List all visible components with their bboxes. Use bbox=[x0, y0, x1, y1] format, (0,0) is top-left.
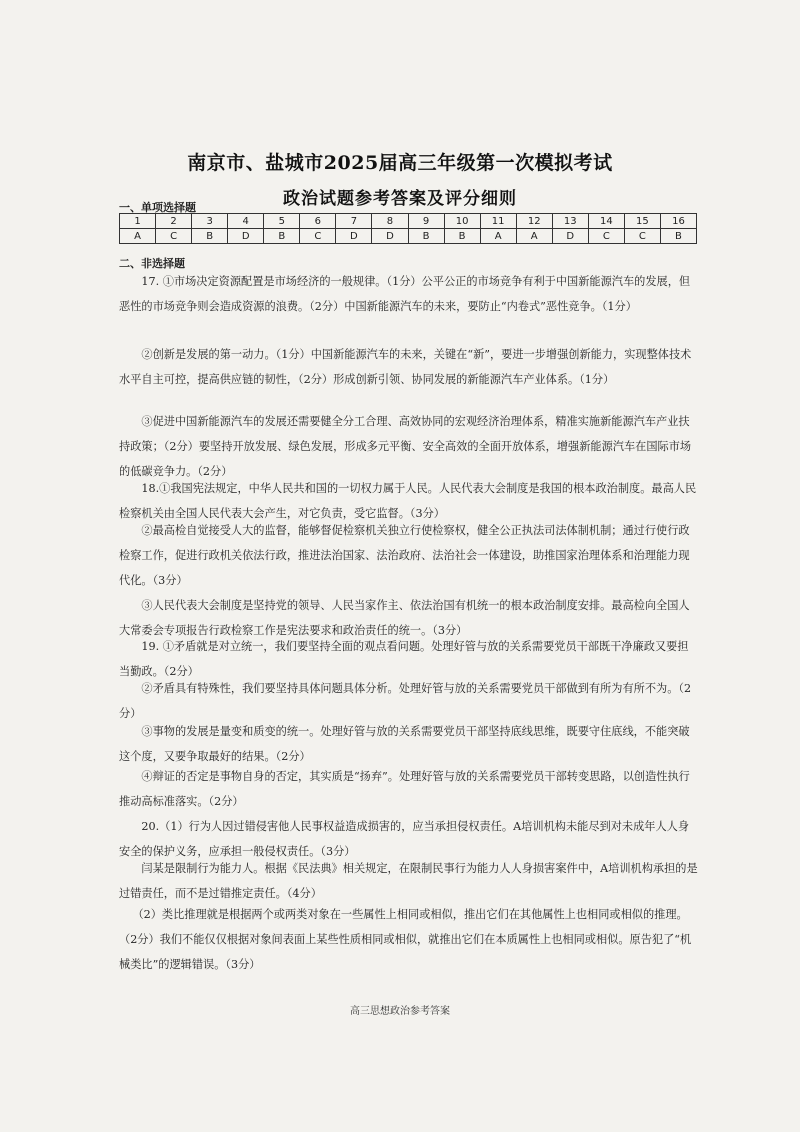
answer-letter: D bbox=[336, 229, 372, 244]
question-number: 2 bbox=[156, 214, 192, 229]
answer-letter: A bbox=[516, 229, 552, 244]
answer-letter: B bbox=[408, 229, 444, 244]
answer-letter: B bbox=[444, 229, 480, 244]
question-number: 15 bbox=[624, 214, 660, 229]
answer-letter: B bbox=[660, 229, 696, 244]
answer-paragraph-19-1: 19. ①矛盾就是对立统一，我们要坚持全面的观点看问题。处理好管与放的关系需要党员干部既干净廉政又要担当勤政。（2分） bbox=[119, 640, 689, 678]
question-number: 4 bbox=[228, 214, 264, 229]
question-number: 7 bbox=[336, 214, 372, 229]
answer-paragraph-19-4: ④辩证的否定是事物自身的否定，其实质是“扬弃”。处理好管与放的关系需要党员干部转变思路，以创造性执行推动高标准落实。（2分） bbox=[119, 770, 690, 808]
answer-letter: C bbox=[588, 229, 624, 244]
answer-table bbox=[119, 213, 697, 244]
question-number: 5 bbox=[264, 214, 300, 229]
answer-letter: D bbox=[372, 229, 408, 244]
question-number: 16 bbox=[660, 214, 696, 229]
question-number: 6 bbox=[300, 214, 336, 229]
question-number: 1 bbox=[120, 214, 156, 229]
section1-heading: 一、单项选择题 bbox=[119, 201, 196, 214]
answer-paragraph-17-2: ②创新是发展的第一动力。（1分）中国新能源汽车的未来，关键在“新”，要进一步增强创新能力，实现整体技术水平自主可控，提高供应链的韧性，（2分）形成创新引领、协同发展的新能源汽车产业体系。（1分） bbox=[119, 348, 692, 386]
answer-row bbox=[120, 229, 697, 244]
answer-paragraph-18-1: 18.①我国宪法规定，中华人民共和国的一切权力属于人民。人民代表大会制度是我国的根本政治制度。最高人民检察机关由全国人民代表大会产生，对它负责，受它监督。（3分） bbox=[119, 482, 697, 520]
answer-paragraph-19-2: ②矛盾具有特殊性，我们要坚持具体问题具体分析。处理好管与放的关系需要党员干部做到有所为有所不为。（2分） bbox=[119, 682, 692, 720]
question-number: 12 bbox=[516, 214, 552, 229]
answer-paragraph-17-3: ③促进中国新能源汽车的发展还需要健全分工合理、高效协同的宏观经济治理体系，精准实施新能源汽车产业扶持政策；（2分）要坚持开放发展、绿色发展，形成多元平衡、安全高效的全面开放体系，增强新能源汽车在国际市场的低碳竞争力。（2分） bbox=[119, 415, 692, 478]
question-number-row bbox=[120, 214, 697, 229]
question-number: 11 bbox=[480, 214, 516, 229]
section2-heading: 二、非选择题 bbox=[119, 257, 185, 270]
question-number: 10 bbox=[444, 214, 480, 229]
question-number: 3 bbox=[192, 214, 228, 229]
answer-paragraph-20-1: 20.（1）行为人因过错侵害他人民事权益造成损害的，应当承担侵权责任。A培训机构未能尽到对未成年人人身安全的保护义务，应承担一般侵权责任。（3分） bbox=[119, 820, 690, 858]
exam-subtitle: 政治试题参考答案及评分细则 bbox=[283, 189, 517, 209]
question-number: 14 bbox=[588, 214, 624, 229]
answer-letter: C bbox=[156, 229, 192, 244]
answer-letter: A bbox=[120, 229, 156, 244]
question-number: 13 bbox=[552, 214, 588, 229]
question-number: 9 bbox=[408, 214, 444, 229]
answer-paragraph-18-3: ③人民代表大会制度是坚持党的领导、人民当家作主、依法治国有机统一的根本政治制度安排。最高检向全国人大常委会专项报告行政检察工作是宪法要求和政治责任的统一。（3分） bbox=[119, 599, 690, 637]
answer-paragraph-17-1: 17. ①市场决定资源配置是市场经济的一般规律。（1分）公平公正的市场竞争有利于中国新能源汽车的发展，但恶性的市场竞争则会造成资源的浪费。（2分）中国新能源汽车的未来，要防止“内卷式”恶性竞争。（1分） bbox=[119, 275, 691, 313]
answer-letter: A bbox=[480, 229, 516, 244]
answer-letter: B bbox=[264, 229, 300, 244]
question-number: 8 bbox=[372, 214, 408, 229]
answer-paragraph-18-2: ②最高检自觉接受人大的监督，能够督促检察机关独立行使检察权，健全公正执法司法体制机制；通过行使行政检察工作，促进行政机关依法行政，推进法治国家、法治政府、法治社会一体建设，助推国家治理体系和治理能力现代化。（3分） bbox=[119, 524, 690, 587]
answer-letter: D bbox=[552, 229, 588, 244]
answer-paragraph-19-3: ③事物的发展是量变和质变的统一。处理好管与放的关系需要党员干部坚持底线思维，既要守住底线，不能突破这个度，又要争取最好的结果。（2分） bbox=[119, 725, 690, 763]
answer-paragraph-20-3: （2）类比推理就是根据两个或两类对象在一些属性上相同或相似，推出它们在其他属性上也相同或相似的推理。（2分）我们不能仅仅根据对象间表面上某些性质相同或相似，就推出它们在本质属性上也相同或相似。原告犯了“机械类比”的逻辑错误。（3分） bbox=[119, 908, 692, 971]
answer-letter: C bbox=[624, 229, 660, 244]
page-footer: 高三思想政治参考答案 bbox=[350, 1006, 450, 1017]
answer-paragraph-20-2: 闫某是限制行为能力人。根据《民法典》相关规定，在限制民事行为能力人人身损害案件中，A培训机构承担的是过错责任，而不是过错推定责任。（4分） bbox=[119, 862, 698, 900]
exam-title: 南京市、盐城市2025届高三年级第一次模拟考试 bbox=[187, 152, 613, 174]
answer-letter: C bbox=[300, 229, 336, 244]
answer-letter: B bbox=[192, 229, 228, 244]
answer-letter: D bbox=[228, 229, 264, 244]
